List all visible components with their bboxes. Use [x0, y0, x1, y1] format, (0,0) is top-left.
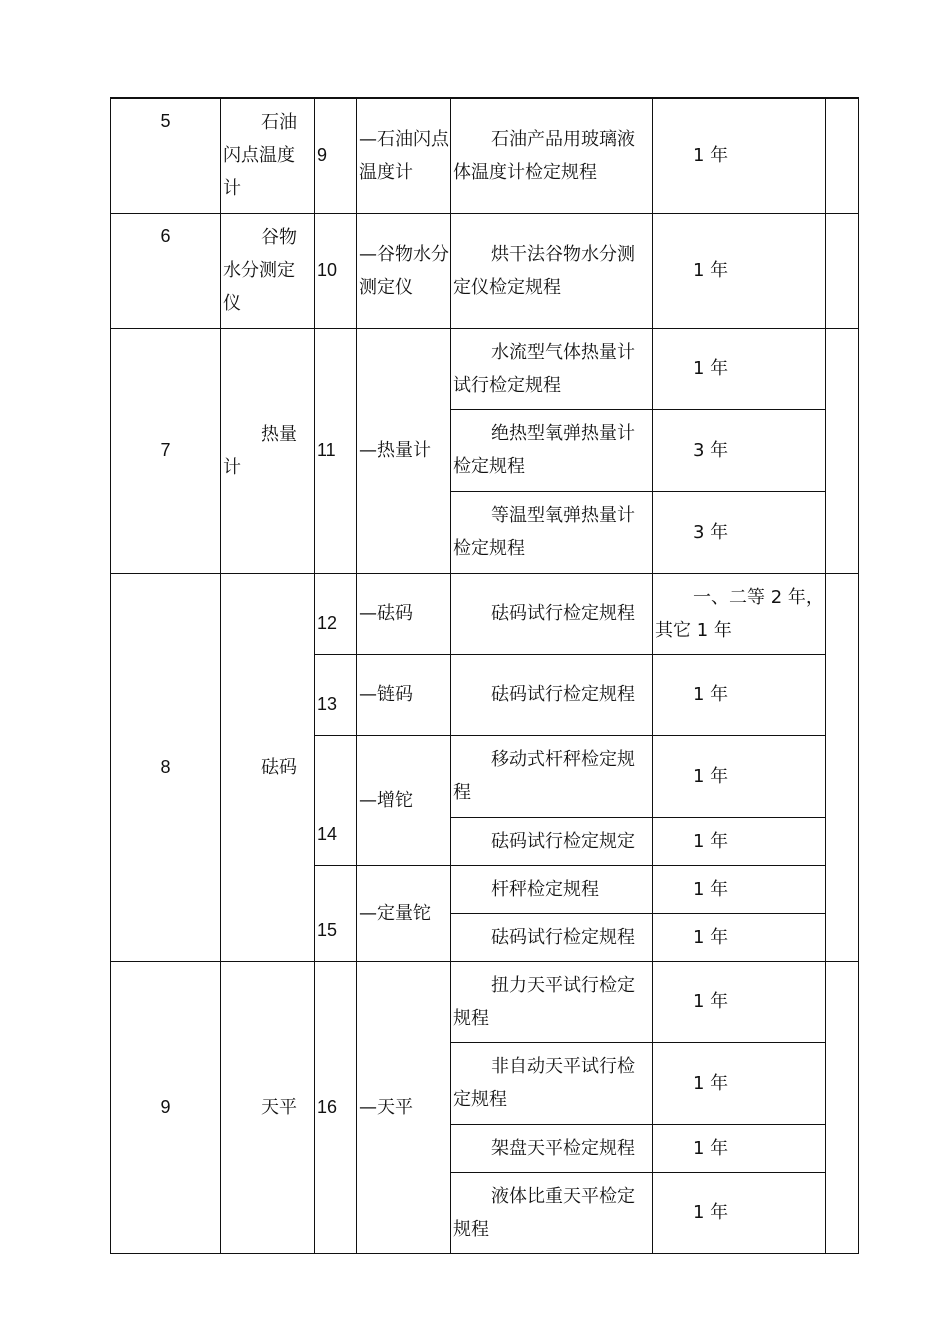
instrument-name: 石油闪点温度计 [221, 98, 315, 213]
regulation: 水流型气体热量计试行检定规程 [451, 328, 653, 409]
blank-cell [826, 573, 859, 961]
instrument-name: 热量计 [221, 328, 315, 573]
item-name: —天平 [357, 961, 451, 1253]
verification-cycle: 1 年 [653, 865, 826, 913]
item-name: —热量计 [357, 328, 451, 573]
verification-cycle: 3 年 [653, 409, 826, 491]
regulation: 砝码试行检定规程 [451, 913, 653, 961]
item-name: —链码 [357, 654, 451, 735]
regulation: 砝码试行检定规定 [451, 817, 653, 865]
instrument-name: 天平 [221, 961, 315, 1253]
verification-table [110, 97, 859, 1254]
regulation: 杆秤检定规程 [451, 865, 653, 913]
item-number: 11 [315, 328, 357, 573]
row-number: 7 [111, 328, 221, 573]
verification-cycle: 1 年 [653, 961, 826, 1042]
instrument-name: 谷物水分测定仪 [221, 213, 315, 328]
regulation: 非自动天平试行检定规程 [451, 1042, 653, 1124]
verification-cycle: 1 年 [653, 1124, 826, 1172]
blank-cell [826, 213, 859, 328]
item-number: 15 [315, 865, 357, 961]
item-number: 9 [315, 98, 357, 213]
item-number: 12 [315, 573, 357, 654]
item-number: 13 [315, 654, 357, 735]
table-row [111, 213, 859, 328]
regulation: 液体比重天平检定规程 [451, 1172, 653, 1253]
row-number: 5 [111, 98, 221, 213]
verification-cycle: 1 年 [653, 654, 826, 735]
regulation: 扭力天平试行检定规程 [451, 961, 653, 1042]
row-number: 8 [111, 573, 221, 961]
instrument-name: 砝码 [221, 573, 315, 961]
verification-cycle: 1 年 [653, 98, 826, 213]
item-number: 10 [315, 213, 357, 328]
regulation: 石油产品用玻璃液体温度计检定规程 [451, 98, 653, 213]
table-row [111, 573, 859, 654]
verification-cycle: 1 年 [653, 1172, 826, 1253]
item-number: 14 [315, 735, 357, 865]
table-row [111, 98, 859, 213]
item-name: —砝码 [357, 573, 451, 654]
regulation: 砝码试行检定规程 [451, 573, 653, 654]
blank-cell [826, 961, 859, 1253]
verification-cycle: 1 年 [653, 1042, 826, 1124]
regulation: 绝热型氧弹热量计检定规程 [451, 409, 653, 491]
verification-cycle: 1 年 [653, 213, 826, 328]
verification-cycle: 一、二等 2 年，其它 1 年 [653, 573, 826, 654]
regulation: 砝码试行检定规程 [451, 654, 653, 735]
verification-cycle: 1 年 [653, 735, 826, 817]
verification-cycle: 3 年 [653, 491, 826, 573]
table-row [111, 328, 859, 409]
table-row [111, 961, 859, 1042]
regulation: 架盘天平检定规程 [451, 1124, 653, 1172]
regulation: 移动式杆秤检定规程 [451, 735, 653, 817]
item-name: —增铊 [357, 735, 451, 865]
row-number: 9 [111, 961, 221, 1253]
item-name: —谷物水分测定仪 [357, 213, 451, 328]
regulation: 烘干法谷物水分测定仪检定规程 [451, 213, 653, 328]
verification-cycle: 1 年 [653, 328, 826, 409]
regulation: 等温型氧弹热量计检定规程 [451, 491, 653, 573]
blank-cell [826, 98, 859, 213]
blank-cell [826, 328, 859, 573]
row-number: 6 [111, 213, 221, 328]
item-name: —定量铊 [357, 865, 451, 961]
item-number: 16 [315, 961, 357, 1253]
item-name: —石油闪点温度计 [357, 98, 451, 213]
verification-cycle: 1 年 [653, 817, 826, 865]
verification-cycle: 1 年 [653, 913, 826, 961]
